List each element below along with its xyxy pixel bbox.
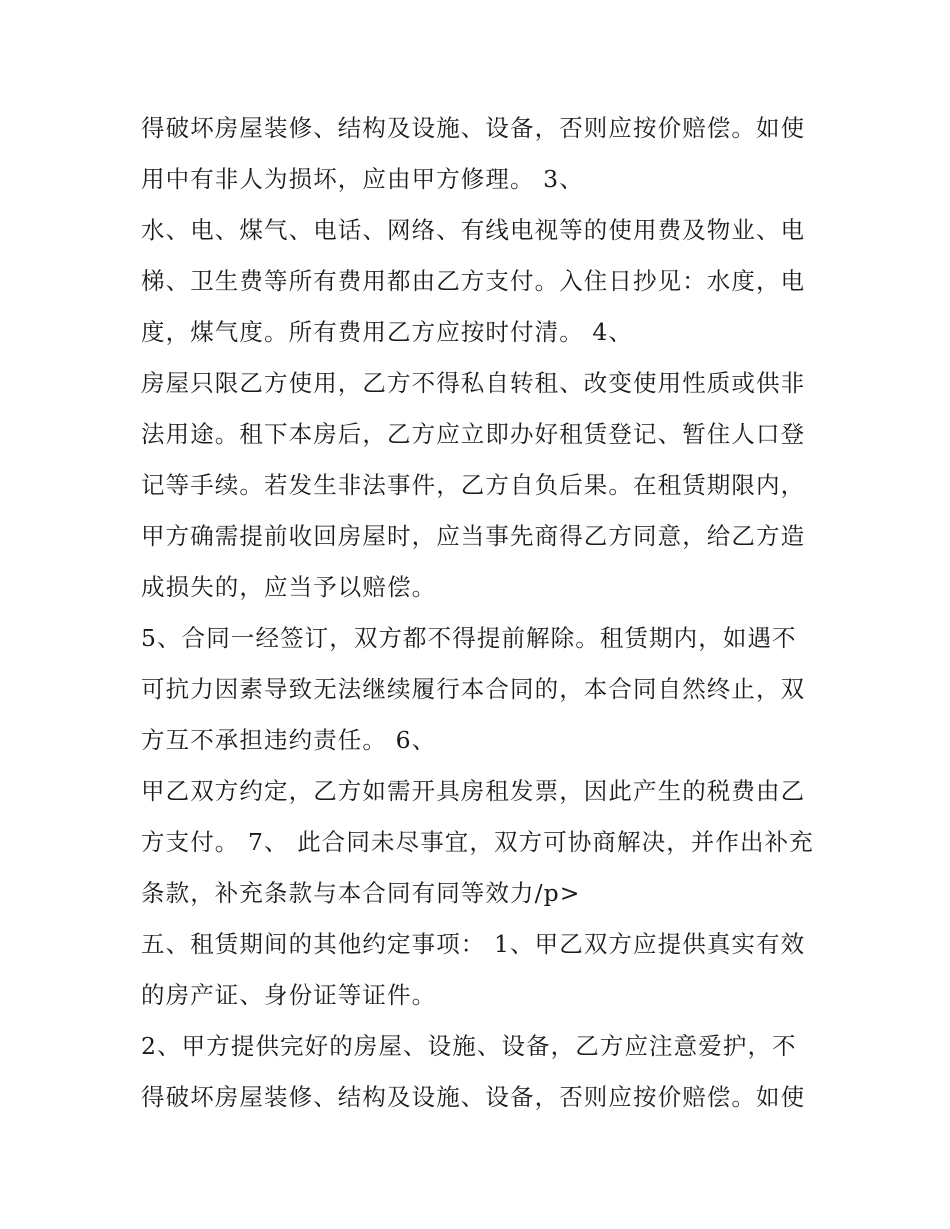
text-line: 可抗力因素导致无法继续履行本合同的，本合同自然终止，双 bbox=[141, 675, 806, 703]
text-line: 的房产证、身份证等证件。 bbox=[141, 981, 437, 1009]
text-line: 2、甲方提供完好的房屋、设施、设备，乙方应注意爱护，不 bbox=[141, 1032, 797, 1060]
text-line: 度，煤气度。所有费用乙方应按时付清。 4、 bbox=[141, 318, 634, 346]
text-line: 5、合同一经签订，双方都不得提前解除。租赁期内，如遇不 bbox=[141, 624, 797, 652]
text-line: 水、电、煤气、电话、网络、有线电视等的使用费及物业、电 bbox=[141, 216, 806, 244]
text-line: 法用途。租下本房后，乙方应立即办好租赁登记、暂住人口登 bbox=[141, 420, 806, 448]
text-line: 条款，补充条款与本合同有同等效力/p> bbox=[141, 879, 581, 907]
text-line: 用中有非人为损坏，应由甲方修理。 3、 bbox=[141, 165, 584, 193]
text-line: 方支付。 7、 此合同未尽事宜，双方可协商解决，并作出补充 bbox=[141, 828, 814, 856]
text-line: 得破坏房屋装修、结构及设施、设备，否则应按价赔偿。如使 bbox=[141, 114, 806, 142]
text-line: 得破坏房屋装修、结构及设施、设备，否则应按价赔偿。如使 bbox=[141, 1083, 806, 1111]
text-line: 房屋只限乙方使用，乙方不得私自转租、改变使用性质或供非 bbox=[141, 369, 806, 397]
text-line: 甲乙双方约定，乙方如需开具房租发票，因此产生的税费由乙 bbox=[141, 777, 806, 805]
text-line: 成损失的，应当予以赔偿。 bbox=[141, 573, 437, 601]
text-line: 记等手续。若发生非法事件，乙方自负后果。在租赁期限内， bbox=[141, 471, 806, 499]
text-line: 甲方确需提前收回房屋时，应当事先商得乙方同意，给乙方造 bbox=[141, 522, 806, 550]
text-line: 梯、卫生费等所有费用都由乙方支付。入住日抄见：水度，电 bbox=[141, 267, 806, 295]
text-line: 五、租赁期间的其他约定事项： 1、甲乙双方应提供真实有效 bbox=[141, 930, 806, 958]
text-line: 方互不承担违约责任。 6、 bbox=[141, 726, 437, 754]
